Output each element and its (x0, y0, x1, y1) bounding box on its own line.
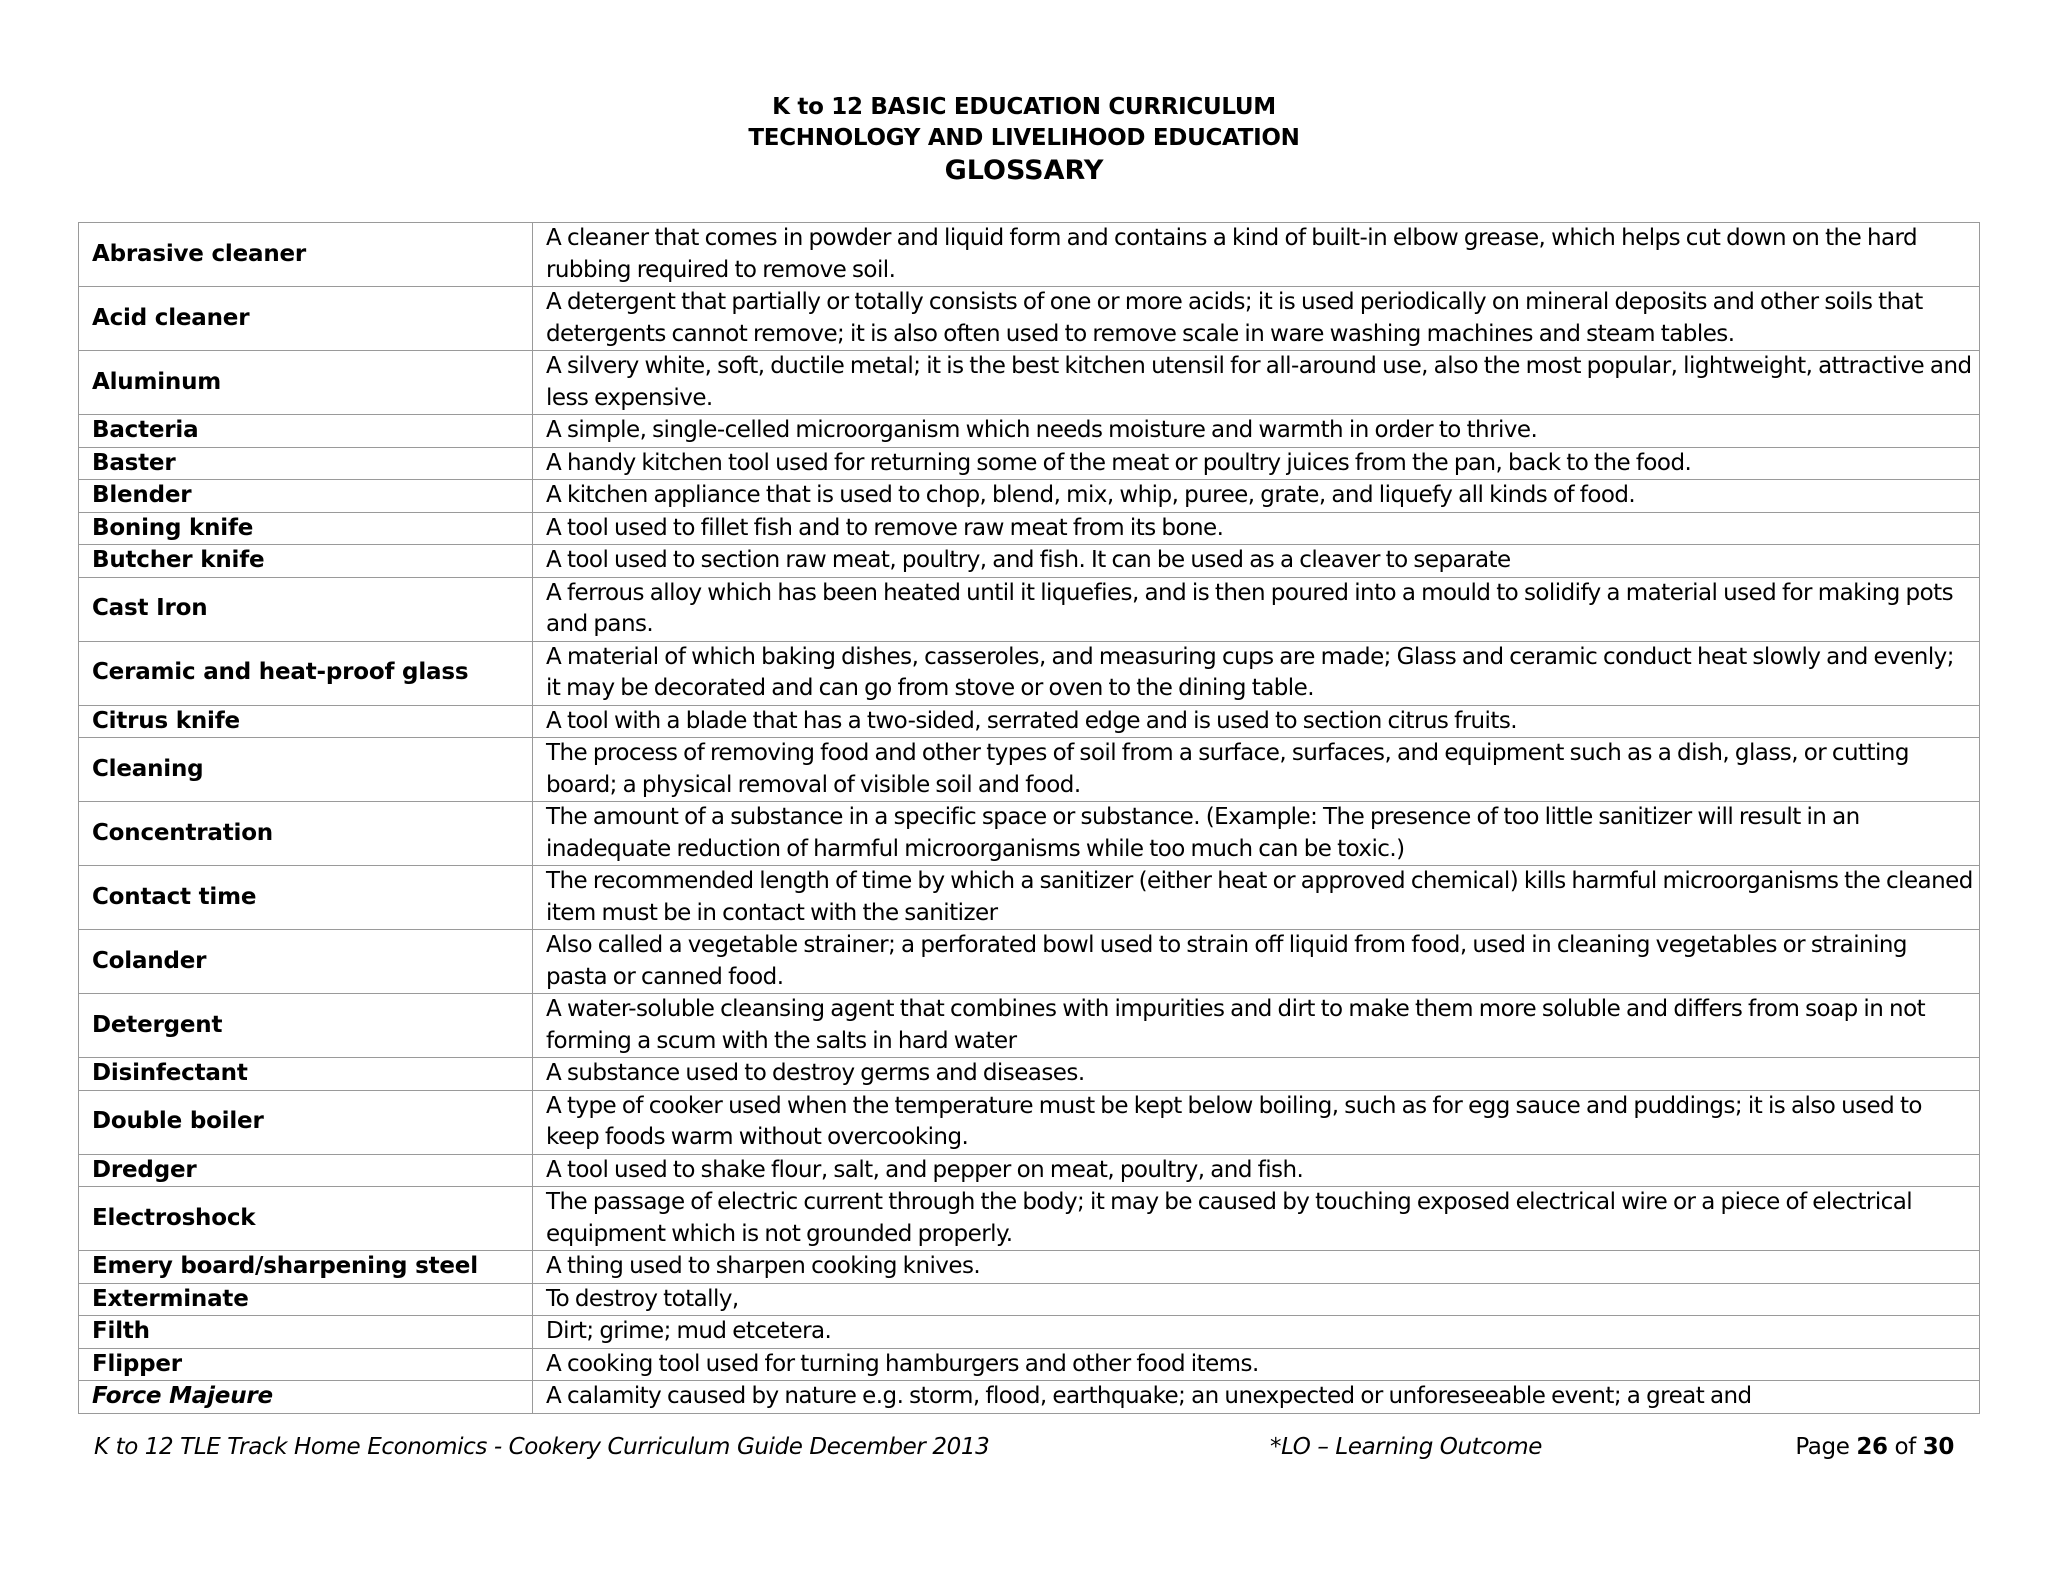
glossary-row (79, 415, 1980, 448)
glossary-definition: A cleaner that comes in powder and liquid form and contains a kind of built-in elbow grease, which helps cut down on the hard rubbing required to remove soil. (533, 223, 1980, 287)
glossary-term: Cast Iron (79, 577, 533, 641)
glossary-row (79, 480, 1980, 513)
footer-guide-title: K to 12 TLE Track Home Economics - Cookery Curriculum Guide December 2013 (94, 1434, 990, 1460)
glossary-definition: A material of which baking dishes, casseroles, and measuring cups are made; Glass and ceramic conduct heat slowly and evenly; it may be decorated and can go from stove or oven to the dining table. (533, 641, 1980, 705)
glossary-term: Filth (79, 1316, 533, 1349)
glossary-term: Butcher knife (79, 545, 533, 578)
glossary-term: Emery board/sharpening steel (79, 1251, 533, 1284)
glossary-definition: To destroy totally, (533, 1283, 1980, 1316)
glossary-row (79, 1251, 1980, 1284)
page-current: 26 (1856, 1434, 1888, 1460)
page-prefix: Page (1795, 1434, 1857, 1460)
glossary-definition: A water-soluble cleansing agent that combines with impurities and dirt to make them more soluble and differs from soap in not forming a scum with the salts in hard water (533, 994, 1980, 1058)
glossary-term: Bacteria (79, 415, 533, 448)
glossary-term: Electroshock (79, 1187, 533, 1251)
glossary-definition: A detergent that partially or totally consists of one or more acids; it is used periodically on mineral deposits and other soils that detergents cannot remove; it is also often used to remove scale in ware washing machines and steam tables. (533, 287, 1980, 351)
glossary-row (79, 1348, 1980, 1381)
page-title: GLOSSARY (944, 155, 1104, 186)
glossary-term: Exterminate (79, 1283, 533, 1316)
glossary-row (79, 1090, 1980, 1154)
footer-lo-note: *LO – Learning Outcome (1270, 1434, 1542, 1460)
glossary-definition: A tool with a blade that has a two-sided, serrated edge and is used to section citrus fruits. (533, 705, 1980, 738)
glossary-term: Concentration (79, 802, 533, 866)
glossary-definition: A tool used to fillet fish and to remove raw meat from its bone. (533, 512, 1980, 545)
glossary-definition: A thing used to sharpen cooking knives. (533, 1251, 1980, 1284)
glossary-definition: A handy kitchen tool used for returning some of the meat or poultry juices from the pan, back to the food. (533, 447, 1980, 480)
glossary-row (79, 641, 1980, 705)
glossary-definition: A tool used to section raw meat, poultry, and fish. It can be used as a cleaver to separate (533, 545, 1980, 578)
glossary-definition: A kitchen appliance that is used to chop, blend, mix, whip, puree, grate, and liquefy all kinds of food. (533, 480, 1980, 513)
glossary-body (79, 223, 1980, 1414)
glossary-definition: Dirt; grime; mud etcetera. (533, 1316, 1980, 1349)
glossary-definition: The passage of electric current through the body; it may be caused by touching exposed electrical wire or a piece of electrical equipment which is not grounded properly. (533, 1187, 1980, 1251)
glossary-row (79, 447, 1980, 480)
glossary-table (78, 222, 1980, 1414)
glossary-term: Blender (79, 480, 533, 513)
glossary-term: Dredger (79, 1154, 533, 1187)
header-line-subject: TECHNOLOGY AND LIVELIHOOD EDUCATION (748, 125, 1300, 151)
glossary-row (79, 1058, 1980, 1091)
glossary-definition: A simple, single-celled microorganism which needs moisture and warmth in order to thrive. (533, 415, 1980, 448)
page-total: 30 (1922, 1434, 1954, 1460)
page-number (1795, 1430, 1954, 1464)
glossary-definition: A tool used to shake flour, salt, and pepper on meat, poultry, and fish. (533, 1154, 1980, 1187)
glossary-row (79, 1187, 1980, 1251)
glossary-definition: A cooking tool used for turning hamburgers and other food items. (533, 1348, 1980, 1381)
glossary-definition: A calamity caused by nature e.g. storm, flood, earthquake; an unexpected or unforeseeable event; a great and (533, 1381, 1980, 1414)
glossary-term: Contact time (79, 866, 533, 930)
document-header (0, 92, 2048, 188)
glossary-definition: A substance used to destroy germs and diseases. (533, 1058, 1980, 1091)
glossary-term: Baster (79, 447, 533, 480)
glossary-row (79, 351, 1980, 415)
page-of: of (1887, 1434, 1923, 1460)
glossary-term: Boning knife (79, 512, 533, 545)
glossary-definition: The process of removing food and other types of soil from a surface, surfaces, and equipment such as a dish, glass, or cutting board; a physical removal of visible soil and food. (533, 738, 1980, 802)
glossary-term: Abrasive cleaner (79, 223, 533, 287)
glossary-term: Cleaning (79, 738, 533, 802)
glossary-definition: A ferrous alloy which has been heated until it liquefies, and is then poured into a mould to solidify a material used for making pots and pans. (533, 577, 1980, 641)
glossary-row (79, 545, 1980, 578)
glossary-term: Ceramic and heat-proof glass (79, 641, 533, 705)
glossary-definition: A type of cooker used when the temperature must be kept below boiling, such as for egg sauce and puddings; it is also used to keep foods warm without overcooking. (533, 1090, 1980, 1154)
header-line-curriculum: K to 12 BASIC EDUCATION CURRICULUM (772, 94, 1276, 120)
glossary-row (79, 577, 1980, 641)
glossary-row (79, 1381, 1980, 1414)
glossary-definition: The recommended length of time by which a sanitizer (either heat or approved chemical) kills harmful microorganisms the cleaned item must be in contact with the sanitizer (533, 866, 1980, 930)
glossary-term: Double boiler (79, 1090, 533, 1154)
glossary-row (79, 1154, 1980, 1187)
page-footer (0, 1430, 2048, 1464)
glossary-definition: A silvery white, soft, ductile metal; it is the best kitchen utensil for all-around use, also the most popular, lightweight, attractive and less expensive. (533, 351, 1980, 415)
glossary-definition: Also called a vegetable strainer; a perforated bowl used to strain off liquid from food, used in cleaning vegetables or straining pasta or canned food. (533, 930, 1980, 994)
glossary-row (79, 802, 1980, 866)
glossary-row (79, 223, 1980, 287)
glossary-definition: The amount of a substance in a specific space or substance. (Example: The presence of too little sanitizer will result in an inadequate reduction of harmful microorganisms while too much can be toxic.) (533, 802, 1980, 866)
glossary-row (79, 705, 1980, 738)
glossary-term: Detergent (79, 994, 533, 1058)
glossary-row (79, 866, 1980, 930)
glossary-row (79, 512, 1980, 545)
glossary-row (79, 1316, 1980, 1349)
glossary-term: Colander (79, 930, 533, 994)
glossary-term: Acid cleaner (79, 287, 533, 351)
glossary-row (79, 930, 1980, 994)
glossary-term: Aluminum (79, 351, 533, 415)
glossary-row (79, 994, 1980, 1058)
glossary-term: Flipper (79, 1348, 533, 1381)
glossary-term: Disinfectant (79, 1058, 533, 1091)
glossary-term: Force Majeure (79, 1381, 533, 1414)
glossary-row (79, 1283, 1980, 1316)
glossary-row (79, 287, 1980, 351)
glossary-row (79, 738, 1980, 802)
glossary-term: Citrus knife (79, 705, 533, 738)
